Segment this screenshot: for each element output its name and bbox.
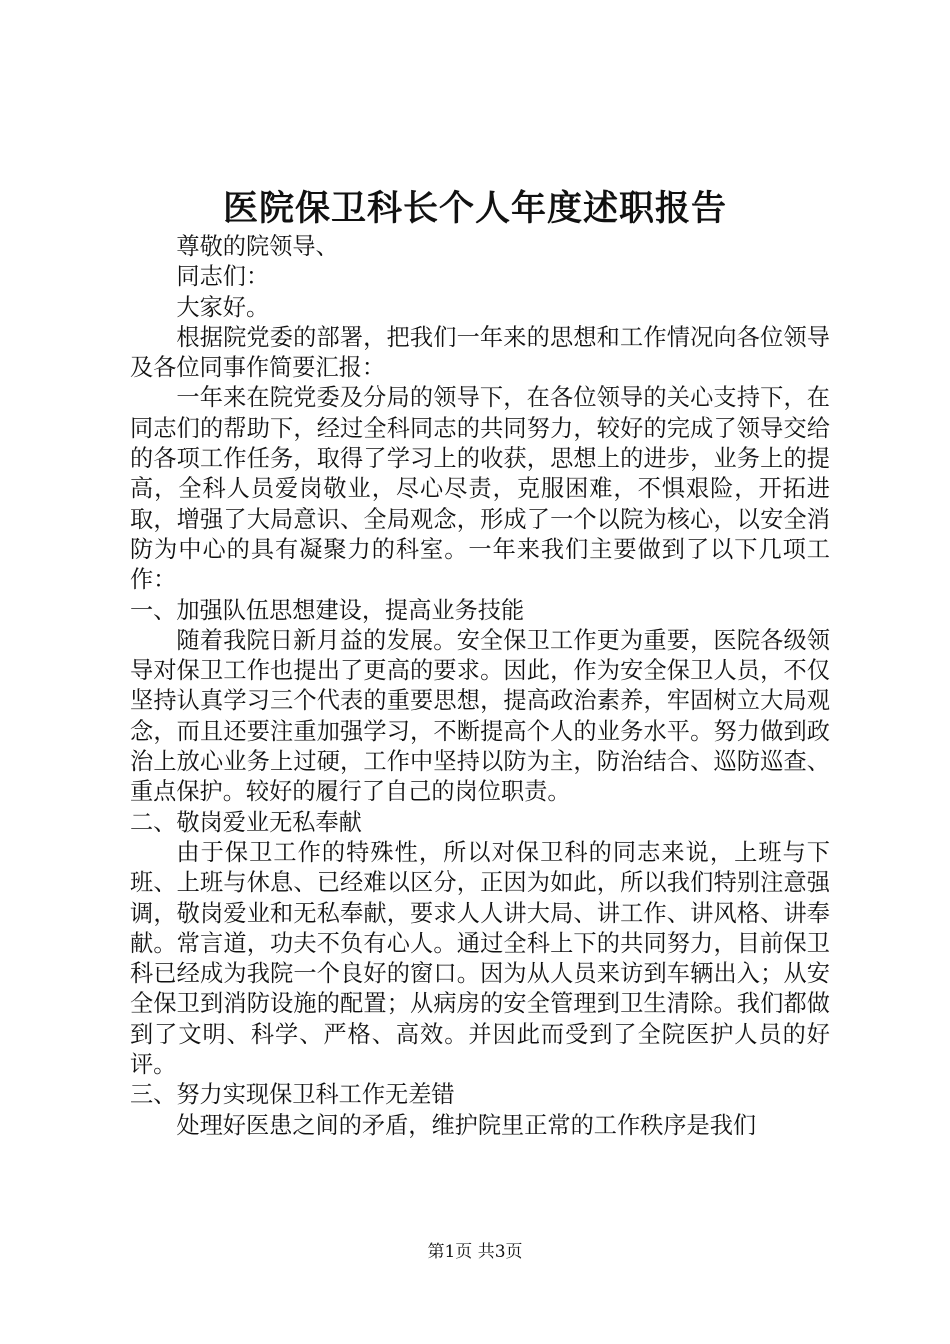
salutation-line: 尊敬的院领导、: [176, 233, 339, 260]
section-heading-1: 一、加强队伍思想建设，提高业务技能: [130, 596, 525, 624]
section-paragraph-3: 处理好医患之间的矛盾，维护院里正常的工作秩序是我们: [176, 1111, 757, 1139]
section-heading-3: 三、努力实现保卫科工作无差错: [130, 1081, 455, 1109]
page-footer: 第1页 共3页: [427, 1242, 523, 1262]
summary-paragraph: 一年来在院党委及分局的领导下，在各位领导的关心支持下，在同志们的帮助下，经过全科同志的共同努力，较好的完成了领导交给的各项工作任务，取得了学习上的收获，思想上的进步，业务上的提高，全科人员爱岗敬业，尽心尽责，克服困难，不惧艰险，开拓进取，增强了大局意识、全局观念，形成了一个以院为核心，以安全消防为中心的具有凝聚力的科室。一年来我们主要做到了以下几项工作：: [130, 384, 830, 594]
intro-paragraph: 根据院党委的部署，把我们一年来的思想和工作情况向各位领导及各位同事作简要汇报：: [130, 323, 830, 382]
salutation-line: 同志们：: [176, 263, 270, 291]
section-paragraph-2: 由于保卫工作的特殊性，所以对保卫科的同志来说，上班与下班、上班与休息、已经难以区分，正因为如此，所以我们特别注意强调，敬岗爱业和无私奉献，要求人人讲大局、讲工作、讲风格、讲奉献。常言道，功夫不负有心人。通过全科上下的共同努力，目前保卫科已经成为我院一个良好的窗口。因为从人员来访到车辆出入；从安全保卫到消防设施的配置；从病房的安全管理到卫生清除。我们都做到了文明、科学、严格、高效。并因此而受到了全院医护人员的好评。: [130, 838, 830, 1079]
document-body: [130, 232, 830, 1141]
section-heading-2: 二、敬岗爱业无私奉献: [130, 808, 362, 836]
greeting-line: 大家好。: [176, 293, 270, 321]
section-paragraph-1: 随着我院日新月益的发展。安全保卫工作更为重要，医院各级领导对保卫工作也提出了更高的要求。因此，作为安全保卫人员，不仅坚持认真学习三个代表的重要思想，提高政治素养，牢固树立大局观念，而且还要注重加强学习，不断提高个人的业务水平。努力做到政治上放心业务上过硬，工作中坚持以防为主，防治结合、巡防巡查、重点保护。较好的履行了自己的岗位职责。: [130, 626, 830, 806]
document-title: 医院保卫科长个人年度述职报告: [222, 188, 727, 229]
